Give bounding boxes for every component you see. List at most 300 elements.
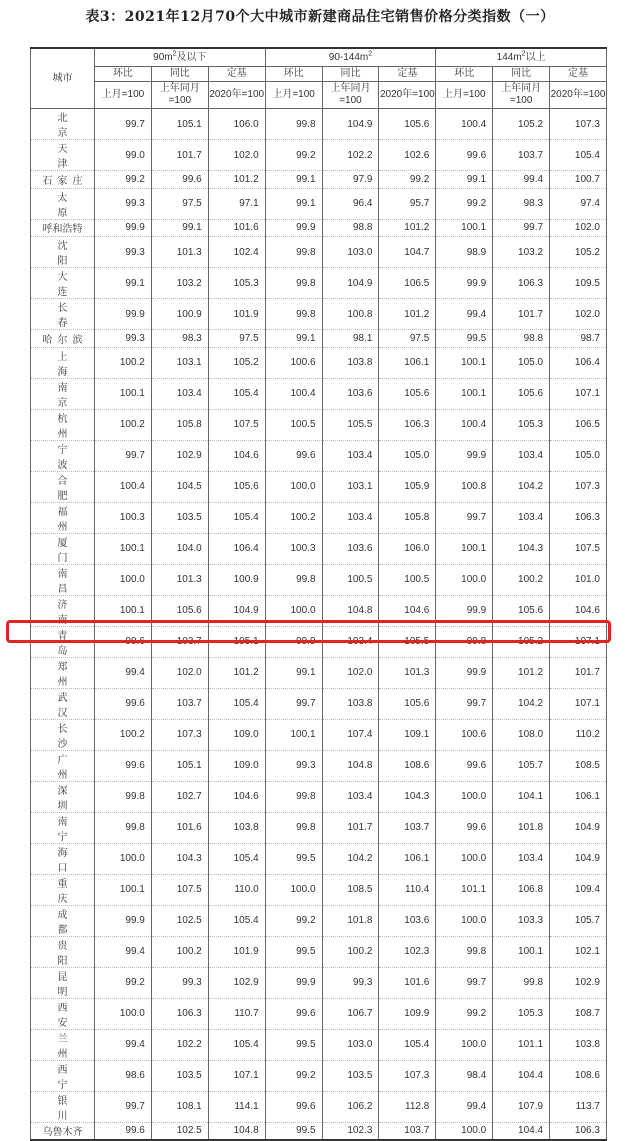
index-value-cell: 99.2: [95, 171, 152, 189]
city-cell: 大连: [31, 268, 95, 299]
index-value-cell: 103.4: [151, 378, 208, 409]
index-value-cell: 105.4: [208, 688, 265, 719]
index-value-cell: 99.7: [95, 440, 152, 471]
index-value-cell: 100.4: [436, 409, 493, 440]
index-value-cell: 100.4: [95, 471, 152, 502]
index-value-cell: 99.2: [265, 140, 322, 171]
index-value-cell: 99.2: [265, 905, 322, 936]
index-value-cell: 101.7: [322, 812, 379, 843]
base-label-2020: 2020年=100: [208, 82, 265, 109]
index-value-cell: 103.7: [151, 626, 208, 657]
index-value-cell: 104.6: [379, 595, 436, 626]
index-value-cell: 99.1: [95, 268, 152, 299]
index-value-cell: 107.5: [151, 874, 208, 905]
index-value-cell: 101.6: [208, 219, 265, 237]
index-value-cell: 100.4: [265, 378, 322, 409]
index-value-cell: 105.2: [493, 626, 550, 657]
table-row: [31, 843, 607, 874]
index-value-cell: 95.7: [379, 188, 436, 219]
index-value-cell: 99.5: [265, 1122, 322, 1140]
index-value-cell: 106.1: [379, 347, 436, 378]
index-value-cell: 99.7: [436, 967, 493, 998]
index-value-cell: 106.5: [550, 409, 607, 440]
index-value-cell: 100.0: [436, 905, 493, 936]
index-value-cell: 104.8: [208, 1122, 265, 1140]
index-value-cell: 102.0: [208, 140, 265, 171]
index-value-cell: 106.4: [550, 347, 607, 378]
index-value-cell: 100.3: [265, 533, 322, 564]
index-value-cell: 102.9: [151, 440, 208, 471]
index-value-cell: 103.1: [322, 471, 379, 502]
index-value-cell: 99.6: [265, 440, 322, 471]
index-value-cell: 107.3: [550, 109, 607, 140]
index-value-cell: 104.9: [322, 109, 379, 140]
index-value-cell: 100.0: [436, 843, 493, 874]
index-value-cell: 101.3: [151, 564, 208, 595]
index-value-cell: 99.9: [436, 595, 493, 626]
index-value-cell: 100.1: [95, 874, 152, 905]
index-value-cell: 110.4: [379, 874, 436, 905]
city-cell: 南昌: [31, 564, 95, 595]
index-value-cell: 103.6: [379, 905, 436, 936]
index-value-cell: 100.0: [436, 781, 493, 812]
index-value-cell: 102.9: [550, 967, 607, 998]
table-row: [31, 502, 607, 533]
index-value-cell: 109.1: [379, 719, 436, 750]
index-value-cell: 105.1: [151, 109, 208, 140]
index-value-cell: 99.4: [95, 936, 152, 967]
index-value-cell: 104.8: [322, 750, 379, 781]
index-value-cell: 98.6: [95, 1060, 152, 1091]
index-value-cell: 106.0: [379, 533, 436, 564]
index-value-cell: 99.6: [265, 1091, 322, 1122]
index-value-cell: 101.2: [379, 299, 436, 330]
index-value-cell: 103.8: [550, 1029, 607, 1060]
index-value-cell: 105.6: [493, 378, 550, 409]
index-value-cell: 100.3: [95, 502, 152, 533]
index-value-cell: 104.3: [379, 781, 436, 812]
index-value-cell: 99.6: [436, 750, 493, 781]
subheader-yoy: 同比: [151, 67, 208, 82]
index-value-cell: 105.1: [208, 626, 265, 657]
page-title: 表3：2021年12月70个大中城市新建商品住宅销售价格分类指数（一）: [85, 9, 555, 25]
index-value-cell: 99.6: [95, 688, 152, 719]
index-value-cell: 105.8: [151, 409, 208, 440]
index-value-cell: 105.4: [208, 905, 265, 936]
index-value-cell: 99.1: [265, 188, 322, 219]
table-row: [31, 750, 607, 781]
index-value-cell: 103.4: [322, 626, 379, 657]
index-value-cell: 101.9: [208, 936, 265, 967]
index-value-cell: 103.4: [493, 440, 550, 471]
index-value-cell: 100.8: [322, 299, 379, 330]
index-value-cell: 101.2: [493, 657, 550, 688]
index-value-cell: 99.3: [322, 967, 379, 998]
index-value-cell: 107.4: [322, 719, 379, 750]
city-cell: 杭州: [31, 409, 95, 440]
index-value-cell: 104.3: [493, 533, 550, 564]
city-cell: 天津: [31, 140, 95, 171]
index-value-cell: 101.0: [550, 564, 607, 595]
index-value-cell: 99.4: [436, 1091, 493, 1122]
index-value-cell: 110.0: [208, 874, 265, 905]
index-value-cell: 105.3: [493, 409, 550, 440]
base-label-mom: 上月=100: [436, 82, 493, 109]
index-value-cell: 99.8: [265, 268, 322, 299]
index-value-cell: 101.8: [493, 812, 550, 843]
city-cell: 成都: [31, 905, 95, 936]
index-value-cell: 100.1: [95, 595, 152, 626]
index-value-cell: 99.8: [436, 626, 493, 657]
index-value-cell: 100.2: [95, 347, 152, 378]
index-value-cell: 102.0: [550, 299, 607, 330]
index-value-cell: 102.0: [322, 657, 379, 688]
base-label-mom: 上月=100: [265, 82, 322, 109]
subheader-yoy: 同比: [493, 67, 550, 82]
index-value-cell: 99.7: [95, 1091, 152, 1122]
index-value-cell: 103.4: [493, 502, 550, 533]
price-index-table-container: [30, 47, 606, 1141]
table-row: [31, 471, 607, 502]
index-value-cell: 99.9: [436, 268, 493, 299]
index-value-cell: 99.8: [493, 967, 550, 998]
city-cell: 郑州: [31, 657, 95, 688]
index-value-cell: 101.2: [208, 171, 265, 189]
index-value-cell: 100.1: [493, 936, 550, 967]
index-value-cell: 101.8: [322, 905, 379, 936]
index-value-cell: 105.4: [208, 1029, 265, 1060]
index-value-cell: 100.5: [322, 564, 379, 595]
table-row: [31, 564, 607, 595]
subheader-mom: 环比: [95, 67, 152, 82]
index-value-cell: 100.1: [265, 719, 322, 750]
index-value-cell: 103.4: [493, 843, 550, 874]
index-value-cell: 106.8: [493, 874, 550, 905]
city-cell: 乌鲁木齐: [31, 1122, 95, 1140]
index-value-cell: 96.4: [322, 188, 379, 219]
index-value-cell: 100.0: [436, 1122, 493, 1140]
base-label-2020: 2020年=100: [379, 82, 436, 109]
city-cell: 北京: [31, 109, 95, 140]
index-value-cell: 107.3: [550, 471, 607, 502]
city-cell: 兰州: [31, 1029, 95, 1060]
index-value-cell: 105.6: [379, 688, 436, 719]
table-row: [31, 299, 607, 330]
group-header-medium: $90-144m^2$: [265, 48, 436, 67]
index-value-cell: 104.6: [208, 781, 265, 812]
index-value-cell: 112.8: [379, 1091, 436, 1122]
table-row: [31, 595, 607, 626]
table-row: [31, 781, 607, 812]
city-cell: 青岛: [31, 626, 95, 657]
city-cell: 西安: [31, 998, 95, 1029]
price-index-table: [30, 47, 607, 1141]
index-value-cell: 105.0: [493, 347, 550, 378]
index-value-cell: 106.1: [379, 843, 436, 874]
index-value-cell: 99.2: [95, 967, 152, 998]
index-value-cell: 105.2: [550, 237, 607, 268]
index-value-cell: 97.5: [208, 330, 265, 348]
index-value-cell: 97.4: [550, 188, 607, 219]
city-cell: 哈尔滨: [31, 330, 95, 348]
index-value-cell: 99.5: [265, 1029, 322, 1060]
city-cell: 南京: [31, 378, 95, 409]
index-value-cell: 104.9: [208, 595, 265, 626]
index-value-cell: 99.6: [95, 1122, 152, 1140]
index-value-cell: 105.6: [151, 595, 208, 626]
table-row: [31, 237, 607, 268]
index-value-cell: 99.1: [265, 171, 322, 189]
city-cell: 济南: [31, 595, 95, 626]
index-value-cell: 108.5: [322, 874, 379, 905]
index-value-cell: 99.9: [95, 219, 152, 237]
index-value-cell: 103.8: [208, 812, 265, 843]
city-cell: 呼和浩特: [31, 219, 95, 237]
index-value-cell: 109.9: [379, 998, 436, 1029]
index-value-cell: 99.9: [436, 657, 493, 688]
index-value-cell: 104.6: [550, 595, 607, 626]
index-value-cell: 107.1: [550, 378, 607, 409]
index-value-cell: 104.8: [322, 595, 379, 626]
index-value-cell: 100.2: [95, 409, 152, 440]
index-value-cell: 99.4: [95, 1029, 152, 1060]
index-value-cell: 98.1: [322, 330, 379, 348]
index-value-cell: 100.2: [95, 719, 152, 750]
index-value-cell: 100.1: [436, 378, 493, 409]
index-value-cell: 108.5: [550, 750, 607, 781]
index-value-cell: 103.5: [322, 1060, 379, 1091]
index-value-cell: 99.1: [265, 330, 322, 348]
index-value-cell: 100.9: [151, 299, 208, 330]
index-value-cell: 97.1: [208, 188, 265, 219]
index-value-cell: 99.8: [265, 299, 322, 330]
table-row: [31, 140, 607, 171]
index-value-cell: 105.9: [379, 471, 436, 502]
index-value-cell: 105.8: [379, 502, 436, 533]
index-value-cell: 100.0: [265, 874, 322, 905]
index-value-cell: 99.3: [265, 750, 322, 781]
index-value-cell: 110.2: [550, 719, 607, 750]
city-cell: 合肥: [31, 471, 95, 502]
base-label-yoy: 上年同月=100: [322, 82, 379, 109]
table-row: [31, 533, 607, 564]
index-value-cell: 109.0: [208, 719, 265, 750]
index-value-cell: 103.6: [322, 378, 379, 409]
table-row: [31, 347, 607, 378]
city-cell: 太原: [31, 188, 95, 219]
table-row: [31, 268, 607, 299]
index-value-cell: 98.3: [493, 188, 550, 219]
index-value-cell: 100.8: [436, 471, 493, 502]
index-value-cell: 105.6: [379, 109, 436, 140]
index-value-cell: 107.5: [550, 533, 607, 564]
index-value-cell: 97.5: [151, 188, 208, 219]
index-value-cell: 105.3: [208, 268, 265, 299]
index-value-cell: 105.5: [322, 409, 379, 440]
index-value-cell: 102.1: [550, 936, 607, 967]
index-value-cell: 98.4: [436, 1060, 493, 1091]
index-value-cell: 99.6: [151, 171, 208, 189]
index-value-cell: 101.2: [379, 219, 436, 237]
index-value-cell: 103.4: [322, 440, 379, 471]
index-value-cell: 106.4: [208, 533, 265, 564]
index-value-cell: 100.2: [322, 936, 379, 967]
index-value-cell: 104.2: [493, 688, 550, 719]
index-value-cell: 104.3: [151, 843, 208, 874]
index-value-cell: 99.7: [95, 109, 152, 140]
index-value-cell: 100.5: [379, 564, 436, 595]
index-value-cell: 99.8: [436, 936, 493, 967]
table-row: [31, 378, 607, 409]
index-value-cell: 102.0: [151, 657, 208, 688]
base-label-yoy: 上年同月=100: [493, 82, 550, 109]
index-value-cell: 99.8: [95, 781, 152, 812]
index-value-cell: 104.6: [208, 440, 265, 471]
city-cell: 重庆: [31, 874, 95, 905]
index-value-cell: 105.2: [493, 109, 550, 140]
index-value-cell: 100.0: [95, 998, 152, 1029]
index-value-cell: 106.3: [550, 502, 607, 533]
subheader-mom: 环比: [436, 67, 493, 82]
index-value-cell: 101.3: [151, 237, 208, 268]
index-value-cell: 110.7: [208, 998, 265, 1029]
base-label-2020: 2020年=100: [550, 82, 607, 109]
city-cell: 长春: [31, 299, 95, 330]
table-row: [31, 1060, 607, 1091]
index-value-cell: 105.3: [493, 998, 550, 1029]
index-value-cell: 104.1: [493, 781, 550, 812]
index-value-cell: 99.9: [95, 905, 152, 936]
index-value-cell: 99.9: [265, 219, 322, 237]
index-value-cell: 101.7: [151, 140, 208, 171]
city-cell: 贵阳: [31, 936, 95, 967]
index-value-cell: 103.8: [322, 688, 379, 719]
index-value-cell: 99.9: [436, 440, 493, 471]
subheader-mom: 环比: [265, 67, 322, 82]
index-value-cell: 102.4: [208, 237, 265, 268]
index-value-cell: 105.1: [151, 750, 208, 781]
table-row: [31, 1029, 607, 1060]
index-value-cell: 113.7: [550, 1091, 607, 1122]
index-value-cell: 102.5: [151, 905, 208, 936]
index-value-cell: 105.4: [208, 843, 265, 874]
index-value-cell: 105.2: [208, 347, 265, 378]
table-body: [31, 109, 607, 1141]
index-value-cell: 104.9: [550, 812, 607, 843]
index-value-cell: 99.4: [493, 171, 550, 189]
index-value-cell: 103.0: [322, 237, 379, 268]
index-value-cell: 99.9: [95, 299, 152, 330]
index-value-cell: 101.6: [379, 967, 436, 998]
index-value-cell: 100.4: [436, 109, 493, 140]
table-row: [31, 967, 607, 998]
table-row: [31, 874, 607, 905]
index-value-cell: 104.4: [493, 1060, 550, 1091]
city-cell: 武汉: [31, 688, 95, 719]
index-value-cell: 99.3: [95, 188, 152, 219]
city-cell: 银川: [31, 1091, 95, 1122]
index-value-cell: 101.7: [493, 299, 550, 330]
table-row: [31, 1122, 607, 1140]
index-value-cell: 100.0: [265, 471, 322, 502]
index-value-cell: 105.7: [493, 750, 550, 781]
index-value-cell: 103.6: [322, 533, 379, 564]
base-label-mom: 上月=100: [95, 82, 152, 109]
index-value-cell: 107.1: [550, 688, 607, 719]
table-row: [31, 330, 607, 348]
city-cell: 深圳: [31, 781, 95, 812]
index-value-cell: 100.0: [436, 564, 493, 595]
index-value-cell: 99.2: [265, 1060, 322, 1091]
index-value-cell: 105.7: [550, 905, 607, 936]
table-row: [31, 812, 607, 843]
index-value-cell: 106.1: [550, 781, 607, 812]
table-row: [31, 171, 607, 189]
index-value-cell: 109.0: [208, 750, 265, 781]
index-value-cell: 108.6: [550, 1060, 607, 1091]
index-value-cell: 99.3: [95, 330, 152, 348]
table-row: [31, 109, 607, 140]
index-value-cell: 99.9: [265, 626, 322, 657]
index-value-cell: 106.3: [379, 409, 436, 440]
index-value-cell: 97.9: [322, 171, 379, 189]
city-cell: 海口: [31, 843, 95, 874]
index-value-cell: 99.6: [265, 998, 322, 1029]
index-value-cell: 106.5: [379, 268, 436, 299]
index-value-cell: 107.5: [208, 409, 265, 440]
index-value-cell: 99.8: [265, 781, 322, 812]
index-value-cell: 99.5: [436, 330, 493, 348]
index-value-cell: 100.5: [265, 409, 322, 440]
index-value-cell: 99.7: [436, 688, 493, 719]
index-value-cell: 99.4: [95, 657, 152, 688]
index-value-cell: 99.6: [436, 140, 493, 171]
index-value-cell: 100.1: [436, 219, 493, 237]
subheader-base: 定基: [208, 67, 265, 82]
index-value-cell: 106.0: [208, 109, 265, 140]
index-value-cell: 105.4: [208, 502, 265, 533]
index-value-cell: 99.2: [436, 998, 493, 1029]
index-value-cell: 99.2: [379, 171, 436, 189]
table-row: [31, 626, 607, 657]
index-value-cell: 98.8: [493, 330, 550, 348]
city-cell: 石家庄: [31, 171, 95, 189]
index-value-cell: 105.4: [550, 140, 607, 171]
table-row: [31, 188, 607, 219]
index-value-cell: 98.7: [550, 330, 607, 348]
table-row: [31, 905, 607, 936]
index-value-cell: 97.5: [379, 330, 436, 348]
table-row: [31, 409, 607, 440]
table-header: [31, 48, 607, 109]
index-value-cell: 99.1: [265, 657, 322, 688]
table-row: [31, 719, 607, 750]
index-value-cell: 99.6: [95, 626, 152, 657]
index-value-cell: 100.2: [151, 936, 208, 967]
subheader-yoy: 同比: [322, 67, 379, 82]
index-value-cell: 102.2: [151, 1029, 208, 1060]
index-value-cell: 103.2: [151, 268, 208, 299]
index-value-cell: 104.7: [379, 237, 436, 268]
index-value-cell: 107.3: [151, 719, 208, 750]
city-cell: 广州: [31, 750, 95, 781]
index-value-cell: 100.0: [436, 1029, 493, 1060]
index-value-cell: 104.4: [493, 1122, 550, 1140]
index-value-cell: 106.3: [493, 268, 550, 299]
subheader-base: 定基: [379, 67, 436, 82]
city-cell: 西宁: [31, 1060, 95, 1091]
index-value-cell: 98.9: [436, 237, 493, 268]
